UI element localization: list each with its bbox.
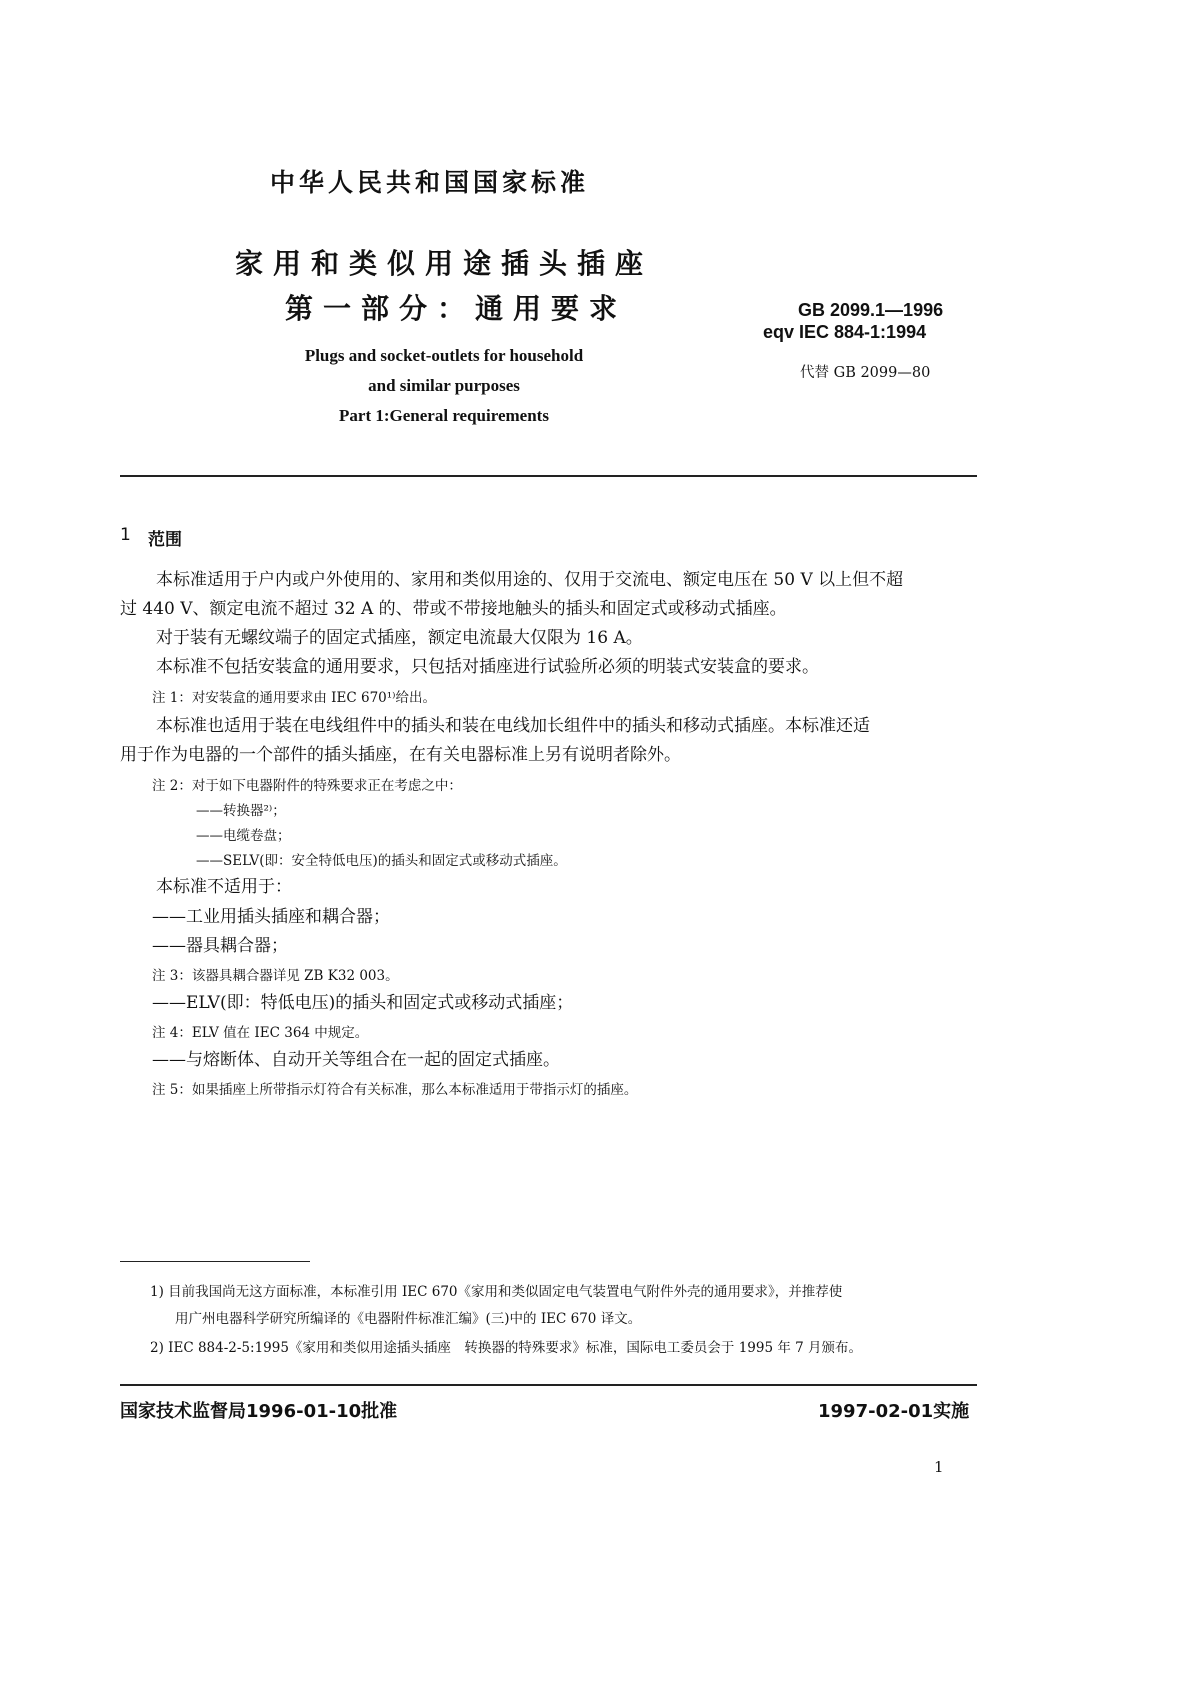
national-standard-heading: 中华人民共和国国家标准: [270, 168, 590, 197]
exclusion-item-4: ——与熔断体、自动开关等组合在一起的固定式插座。: [152, 1050, 560, 1070]
note-1: 注 1：对安装盒的通用要求由 IEC 670¹⁾给出。: [152, 690, 436, 706]
footnote-1-line-2: 用广州电器科学研究所编译的《电器附件标准汇编》(三)中的 IEC 670 译文。: [175, 1311, 642, 1327]
title-en-line1: Plugs and socket-outlets for household: [304, 346, 584, 365]
section-number: 1: [120, 525, 131, 545]
title-cn-line1: 家用和类似用途插头插座: [235, 247, 654, 280]
header-divider: [120, 475, 977, 477]
section-title: 范围: [148, 530, 182, 550]
paragraph-4-line-1: 本标准也适用于装在电线组件中的插头和装在电线加长组件中的插头和移动式插座。本标准还适: [156, 716, 870, 736]
note-2: 注 2：对于如下电器附件的特殊要求正在考虑之中：: [152, 778, 462, 794]
note-4: 注 4：ELV 值在 IEC 364 中规定。: [152, 1025, 369, 1041]
footnote-2: 2) IEC 884-2-5:1995《家用和类似用途插头插座 转换器的特殊要求》标准，国际电工委员会于 1995 年 7 月颁布。: [150, 1340, 863, 1356]
exclusion-item-2: ——器具耦合器；: [152, 936, 288, 956]
eqv-code: eqv IEC 884-1:1994: [763, 322, 927, 342]
footnote-1-line-1: 1) 目前我国尚无这方面标准，本标准引用 IEC 670《家用和类似固定电气装置电气附件外壳的通用要求》，并推荐使: [150, 1284, 843, 1300]
exclusion-item-3: ——ELV(即：特低电压)的插头和固定式或移动式插座；: [152, 993, 574, 1013]
page-number: 1: [934, 1458, 944, 1476]
note-2-item-1: ——转换器²⁾；: [196, 803, 286, 819]
note-2-item-2: ——电缆卷盘；: [196, 828, 291, 844]
title-en-line2: and similar purposes: [368, 376, 520, 395]
approval-date: 国家技术监督局1996-01-10批准: [120, 1401, 398, 1422]
replaces-code: 代替 GB 2099—80: [800, 365, 931, 381]
exclusion-item-1: ——工业用插头插座和耦合器；: [152, 907, 390, 927]
footer-divider: [120, 1384, 977, 1386]
paragraph-1-line-1: 本标准适用于户内或户外使用的、家用和类似用途的、仅用于交流电、额定电压在 50 V 以上但不超: [156, 570, 904, 590]
note-5: 注 5：如果插座上所带指示灯符合有关标准，那么本标准适用于带指示灯的插座。: [152, 1082, 638, 1098]
implementation-date: 1997-02-01实施: [818, 1401, 970, 1422]
note-3: 注 3：该器具耦合器详见 ZB K32 003。: [152, 968, 399, 984]
standard-code: GB 2099.1—1996: [798, 300, 944, 320]
title-en-line3: Part 1:General requirements: [339, 406, 549, 425]
footnote-divider: [120, 1261, 310, 1262]
paragraph-1-line-2: 过 440 V、额定电流不超过 32 A 的、带或不带接地触头的插头和固定式或移动式插座。: [120, 599, 787, 619]
note-2-item-3: ——SELV(即：安全特低电压)的插头和固定式或移动式插座。: [196, 853, 567, 869]
title-cn-line2: 第一部分：通用要求: [285, 292, 628, 325]
paragraph-5: 本标准不适用于：: [156, 877, 292, 897]
paragraph-3: 本标准不包括安装盒的通用要求，只包括对插座进行试验所必须的明装式安装盒的要求。: [156, 657, 819, 677]
paragraph-2: 对于装有无螺纹端子的固定式插座，额定电流最大仅限为 16 A。: [156, 628, 643, 648]
paragraph-4-line-2: 用于作为电器的一个部件的插头插座，在有关电器标准上另有说明者除外。: [120, 745, 681, 765]
